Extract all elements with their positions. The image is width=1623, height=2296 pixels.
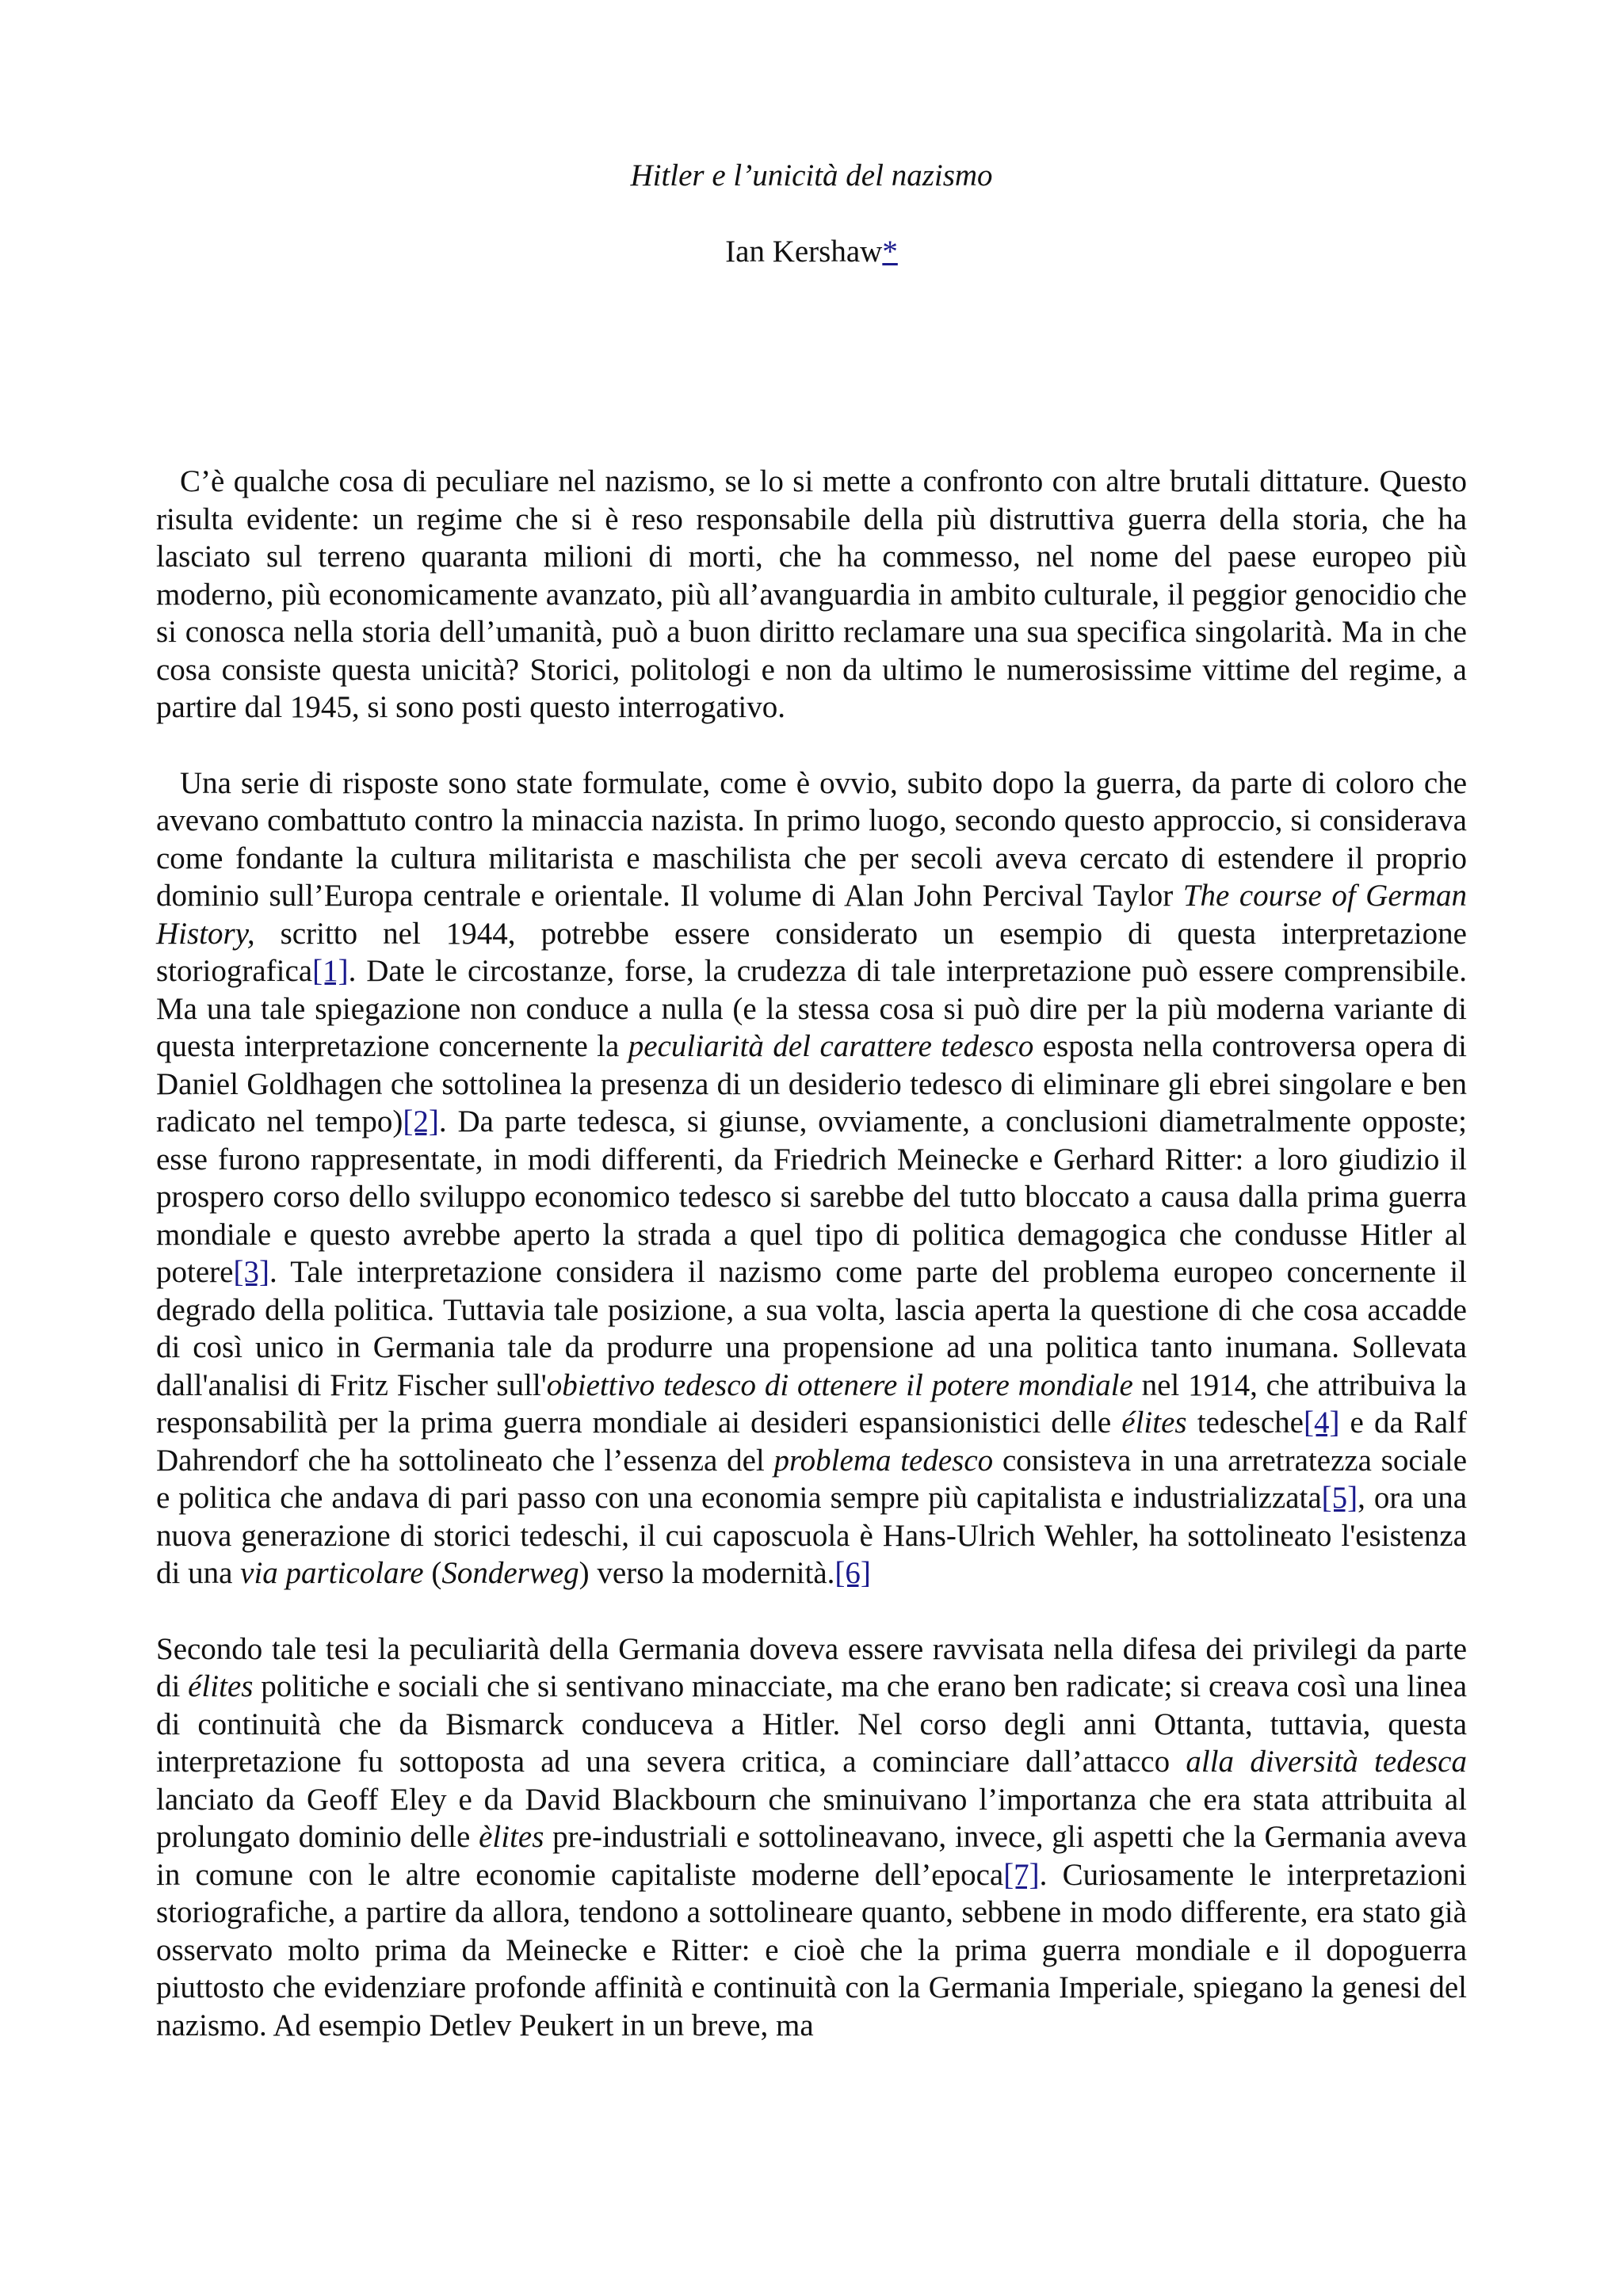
italic-text: Sonderweg: [441, 1556, 579, 1590]
paragraph-text: nel 1914, che attribuiva la responsabilità per la prima guerra mondiale ai desideri espansionistici delle: [156, 1367, 1467, 1440]
author-name: Ian Kershaw: [725, 235, 883, 269]
italic-text: obiettivo tedesco di ottenere il potere mondiale: [546, 1367, 1133, 1402]
paragraph-text: . Date le circostanze, forse, la crudezza di tale interpretazione può essere comprensibile. Ma una tale spiegazione non conduce a nulla (e la stessa cosa si può dire per la più moderna variante di questa interpretazione concernente la: [156, 954, 1467, 1063]
title-text: Hitler e l’unicità del nazismo: [630, 158, 993, 193]
author-footnote-link[interactable]: *: [882, 235, 898, 269]
paragraph-text: , ora una nuova generazione di storici tedeschi, il cui caposcuola è Hans-Ulrich Wehler, ha sottolineato l'esistenza di una: [156, 1481, 1467, 1590]
paragraph-text: C’è qualche cosa di peculiare nel nazismo, se lo si mette a confronto con altre brutali dittature. Questo risulta evidente: un regime che si è reso responsabile della più distruttiva guerra della storia, che ha lasciato sul terreno quaranta milioni di morti, che ha commesso, nel nome del paese europeo più moderno, più economicamente avanzato, più all’avanguardia in ambito culturale, il peggior genocidio che si conosca nella storia dell’umanità, può a buon diritto reclamare una sua specifica singolarità. Ma in che cosa consiste questa unicità? Storici, politologi e non da ultimo le numerosissime vittime del regime, a partire dal 1945, si sono posti questo interrogativo.: [156, 464, 1467, 724]
paragraph-text: pre-industriali e sottolineavano, invece, gli aspetti che la Germania aveva in comune con le altre economie capitaliste moderne dell’epoca: [156, 1820, 1468, 1892]
body-paragraph: [156, 1630, 1467, 2045]
paragraph-text: ) verso la modernità.: [579, 1556, 835, 1590]
paragraph-text: (: [423, 1556, 442, 1590]
italic-text: via particolare: [240, 1556, 424, 1590]
footnote-link[interactable]: [7]: [1003, 1857, 1040, 1892]
footnote-link[interactable]: [5]: [1321, 1481, 1358, 1515]
footnote-link[interactable]: [4]: [1303, 1405, 1340, 1440]
footnote-link[interactable]: [2]: [403, 1104, 439, 1138]
article-body: [156, 463, 1467, 2044]
italic-text: problema tedesco: [773, 1443, 994, 1478]
paragraph-text: e da Ralf Dahrendorf che ha sottolineato che l’essenza del: [156, 1405, 1468, 1478]
italic-text: élites: [1121, 1405, 1187, 1440]
italic-text: élites: [188, 1669, 254, 1703]
italic-text: The course of German History,: [156, 879, 1467, 951]
paragraph-text: politiche e sociali che si sentivano minacciate, ma che erano ben radicate; si creava così una linea di continuità che da Bismarck conduceva a Hitler. Nel corso degli anni Ottanta, tuttavia, questa interpretazione fu sottoposta ad una severa critica, a cominciare dall’attacco: [156, 1669, 1468, 1779]
body-paragraph: [156, 463, 1467, 727]
paragraph-text: consisteva in una arretratezza sociale e politica che andava di pari passo con una economia sempre più capitalista e industrializzata: [156, 1443, 1468, 1515]
document-author: [0, 230, 1623, 274]
paragraph-text: scritto nel 1944, potrebbe essere considerato un esempio di questa interpretazione storiografica: [156, 916, 1467, 988]
paragraph-text: . Curiosamente le interpretazioni storiografiche, a partire da allora, tendono a sottolineare quanto, sebbene in modo differente, era stato già osservato molto prima da Meinecke e Ritter: e cioè che la prima guerra mondiale e il dopoguerra piuttosto che evidenziare profonde affinità e continuità con la Germania Imperiale, spiegano la genesi del nazismo. Ad esempio Detlev Peukert in un breve, ma: [156, 1857, 1467, 2042]
paragraph-text: tedesche: [1186, 1405, 1304, 1440]
footnote-link[interactable]: [3]: [233, 1255, 269, 1289]
paragraph-text: . Tale interpretazione considera il nazismo come parte del problema europeo concernente il degrado della politica. Tuttavia tale posizione, a sua volta, lascia aperta la questione di che cosa accadde di così unico in Germania tale da produrre una propensione ad una politica tanto inumana. Sollevata dall'analisi di Fritz Fischer sull': [156, 1255, 1467, 1402]
footnote-link[interactable]: [1]: [312, 954, 349, 988]
italic-text: peculiarità del carattere tedesco: [628, 1029, 1034, 1063]
body-paragraph: [156, 765, 1467, 1592]
paragraph-text: Una serie di risposte sono state formulate, come è ovvio, subito dopo la guerra, da parte di coloro che avevano combattuto contro la minaccia nazista. In primo luogo, secondo questo approccio, si considerava come fondante la cultura militarista e maschilista che per secoli aveva cercato di estendere il proprio dominio sull’Europa centrale e orientale. Il volume di Alan John Percival Taylor: [156, 765, 1467, 913]
paragraph-text: esposta nella controversa opera di Daniel Goldhagen che sottolinea la presenza di un desiderio tedesco di eliminare gli ebrei singolare e ben radicato nel tempo): [156, 1029, 1467, 1138]
footnote-link[interactable]: [6]: [834, 1556, 871, 1590]
paragraph-text: lanciato da Geoff Eley e da David Blackbourn che sminuivano l’importanza che era stata attribuita al prolungato dominio delle: [156, 1782, 1467, 1854]
paragraph-text: . Da parte tedesca, si giunse, ovviamente, a conclusioni diametralmente opposte; esse furono rappresentate, in modi differenti, da Friedrich Meinecke e Gerhard Ritter: a loro giudizio il prospero corso dello sviluppo economico tedesco si sarebbe del tutto bloccato a causa dalla prima guerra mondiale e questo avrebbe aperto la strada a quel tipo di politica demagogica che condusse Hitler al potere: [156, 1104, 1468, 1289]
italic-text: èlites: [479, 1820, 544, 1854]
document-title: [0, 154, 1623, 198]
paragraph-text: Secondo tale tesi la peculiarità della Germania doveva essere ravvisata nella difesa dei privilegi da parte di: [156, 1631, 1467, 1703]
italic-text: alla diversità tedesca: [1186, 1745, 1467, 1779]
